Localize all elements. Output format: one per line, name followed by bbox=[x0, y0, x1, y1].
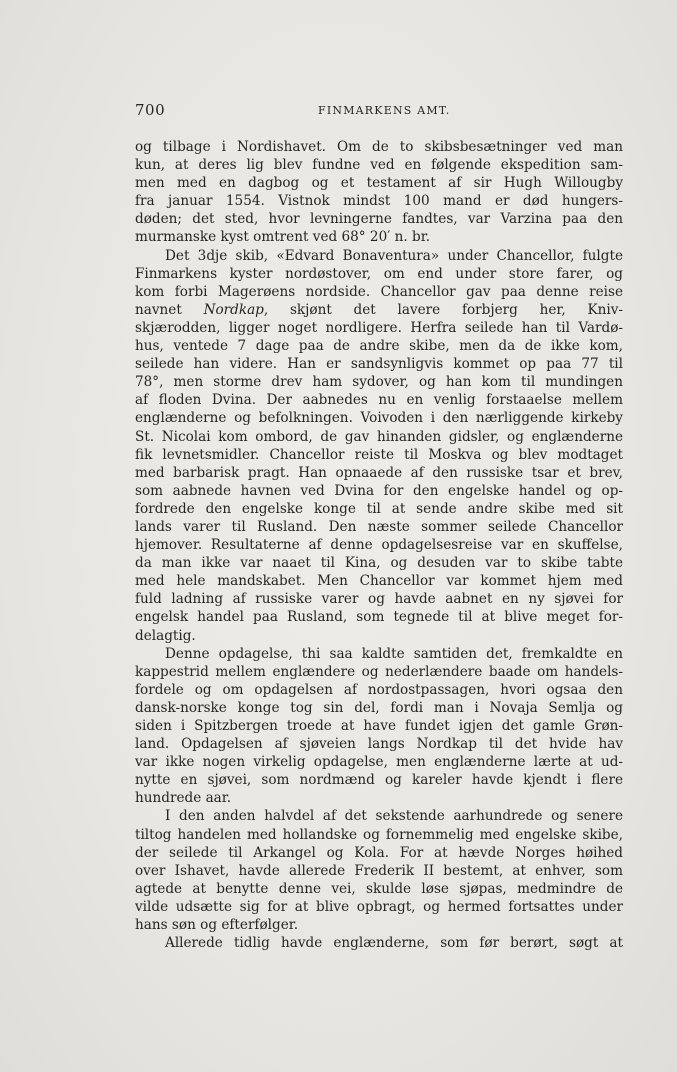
paragraph-3 bbox=[135, 645, 623, 808]
text-line: og tilbage i Nordishavet. Om de to skibsbesætninger ved man bbox=[135, 139, 623, 155]
text-line: engelsk handel paa Rusland, som tegnede til at blive meget for- bbox=[135, 609, 623, 626]
text-line: siden i Spitzbergen troede at have fundet igjen det gamle Grøn- bbox=[135, 718, 623, 734]
text-line: lands varer til Rusland. Den næste sommer seilede Chancellor bbox=[135, 518, 623, 535]
text-line: skjærodden, ligger noget nordligere. Herfra seilede han til Vardø- bbox=[135, 319, 623, 336]
text-line: Det 3dje skib, «Edvard Bonaventura» under Chancellor, fulgte bbox=[165, 247, 623, 264]
text-line: 78°, men storme drev ham sydover, og han kom til mundingen bbox=[135, 374, 623, 391]
text-line: St. Nicolai kom ombord, de gav hinanden gidsler, og englænderne bbox=[135, 428, 623, 445]
page-number: 700 bbox=[135, 101, 166, 119]
text-line: hundrede aar. bbox=[135, 790, 232, 807]
paragraph-1 bbox=[135, 138, 623, 247]
text-line: dansk-norske konge tog sin del, fordi man i Novaja Semlja og bbox=[135, 699, 623, 716]
running-title: FINMARKENS AMT. bbox=[318, 104, 451, 117]
text-line: murmanske kyst omtrent ved 68° 20′ n. br. bbox=[135, 229, 431, 246]
text-line: Finmarkens kyster nordøstover, om end under store farer, og bbox=[135, 265, 623, 282]
text-line: med hele mandskabet. Men Chancellor var kommet hjem med bbox=[135, 573, 623, 590]
text-line: seilede han videre. Han er sandsynligvis kommet op paa 77 til bbox=[135, 356, 623, 373]
text-line: Denne opdagelse, thi saa kaldte samtiden det, fremkaldte en bbox=[165, 645, 623, 662]
text-line: af floden Dvina. Der aabnedes nu en venlig forstaaelse mellem bbox=[135, 392, 623, 409]
text-line: englænderne og befolkningen. Voivoden i den nærliggende kirkeby bbox=[135, 410, 623, 427]
text-line: I den anden halvdel af det sekstende aarhundrede og senere bbox=[165, 808, 623, 825]
text-line: døden; det sted, hvor levningerne fandtes, var Varzina paa den bbox=[135, 211, 623, 228]
text-line: fordrede den engelske konge til at sende andre skibe med sit bbox=[135, 500, 623, 517]
text-line: hans søn og efterfølger. bbox=[135, 917, 299, 934]
text-line: som aabnede havnen ved Dvina for den engelske handel og op- bbox=[135, 482, 623, 499]
text-line: nytte en sjøvei, som nordmænd og kareler havde kjendt i flere bbox=[135, 772, 623, 789]
text-line: fordele og om opdagelsen af nordostpassagen, hvori ogsaa den bbox=[135, 681, 623, 698]
text-line: Allerede tidlig havde englænderne, som før berørt, søgt at bbox=[165, 935, 623, 952]
text-line: da man ikke var naaet til Kina, og desuden var to skibe tabte bbox=[135, 555, 623, 572]
text-line: navnet Nordkap, skjønt det lavere forbjerg her, Kniv- bbox=[135, 301, 623, 318]
text-line: fuld ladning af russiske varer og havde aabnet en ny sjøvei for bbox=[135, 591, 623, 608]
text-line: vilde udsætte sig for at blive opbragt, og hermed fortsattes under bbox=[135, 898, 623, 915]
text-line: hjemover. Resultaterne af denne opdagelsesreise var en skuffelse, bbox=[135, 537, 623, 554]
text-line: men med en dagbog og et testament af sir Hugh Willougby bbox=[135, 175, 623, 192]
text-line: var ikke nogen virkelig opdagelse, men englænderne lærte at ud- bbox=[135, 754, 623, 771]
body-text bbox=[135, 138, 623, 952]
paragraph-5 bbox=[135, 934, 623, 952]
text-line: med barbarisk pragt. Han opnaaede af den russiske tsar et brev, bbox=[135, 464, 623, 481]
text-line: over Ishavet, havde allerede Frederik II bestemt, at enhver, som bbox=[135, 862, 623, 879]
italic-term: Nordkap bbox=[203, 301, 264, 318]
text-line: der seilede til Arkangel og Kola. For at hævde Norges høihed bbox=[135, 844, 623, 861]
text-line: kappestrid mellem englændere og nederlændere baade om handels- bbox=[135, 663, 623, 680]
text-line: delagtig. bbox=[135, 627, 196, 644]
text-line: kom forbi Magerøens nordside. Chancellor gav paa denne reise bbox=[135, 283, 623, 300]
running-head bbox=[135, 101, 623, 123]
text-line: hus, ventede 7 dage paa de andre skibe, men da de ikke kom, bbox=[135, 338, 623, 355]
paragraph-2 bbox=[135, 247, 623, 645]
text-line: agtede at benytte denne vei, skulde løse sjøpas, medmindre de bbox=[135, 880, 623, 897]
text-line: fra januar 1554. Vistnok mindst 100 mand er død hungers- bbox=[135, 193, 623, 210]
text-line: tiltog handelen med hollandske og fornemmelig med engelske skibe, bbox=[135, 826, 623, 843]
text-line: fik levnetsmidler. Chancellor reiste til Moskva og blev modtaget bbox=[135, 446, 623, 463]
paragraph-4 bbox=[135, 807, 623, 934]
text-line: kun, at deres lig blev fundne ved en følgende ekspedition sam- bbox=[135, 157, 623, 174]
text-line: land. Opdagelsen af sjøveien langs Nordkap til det hvide hav bbox=[135, 736, 623, 753]
